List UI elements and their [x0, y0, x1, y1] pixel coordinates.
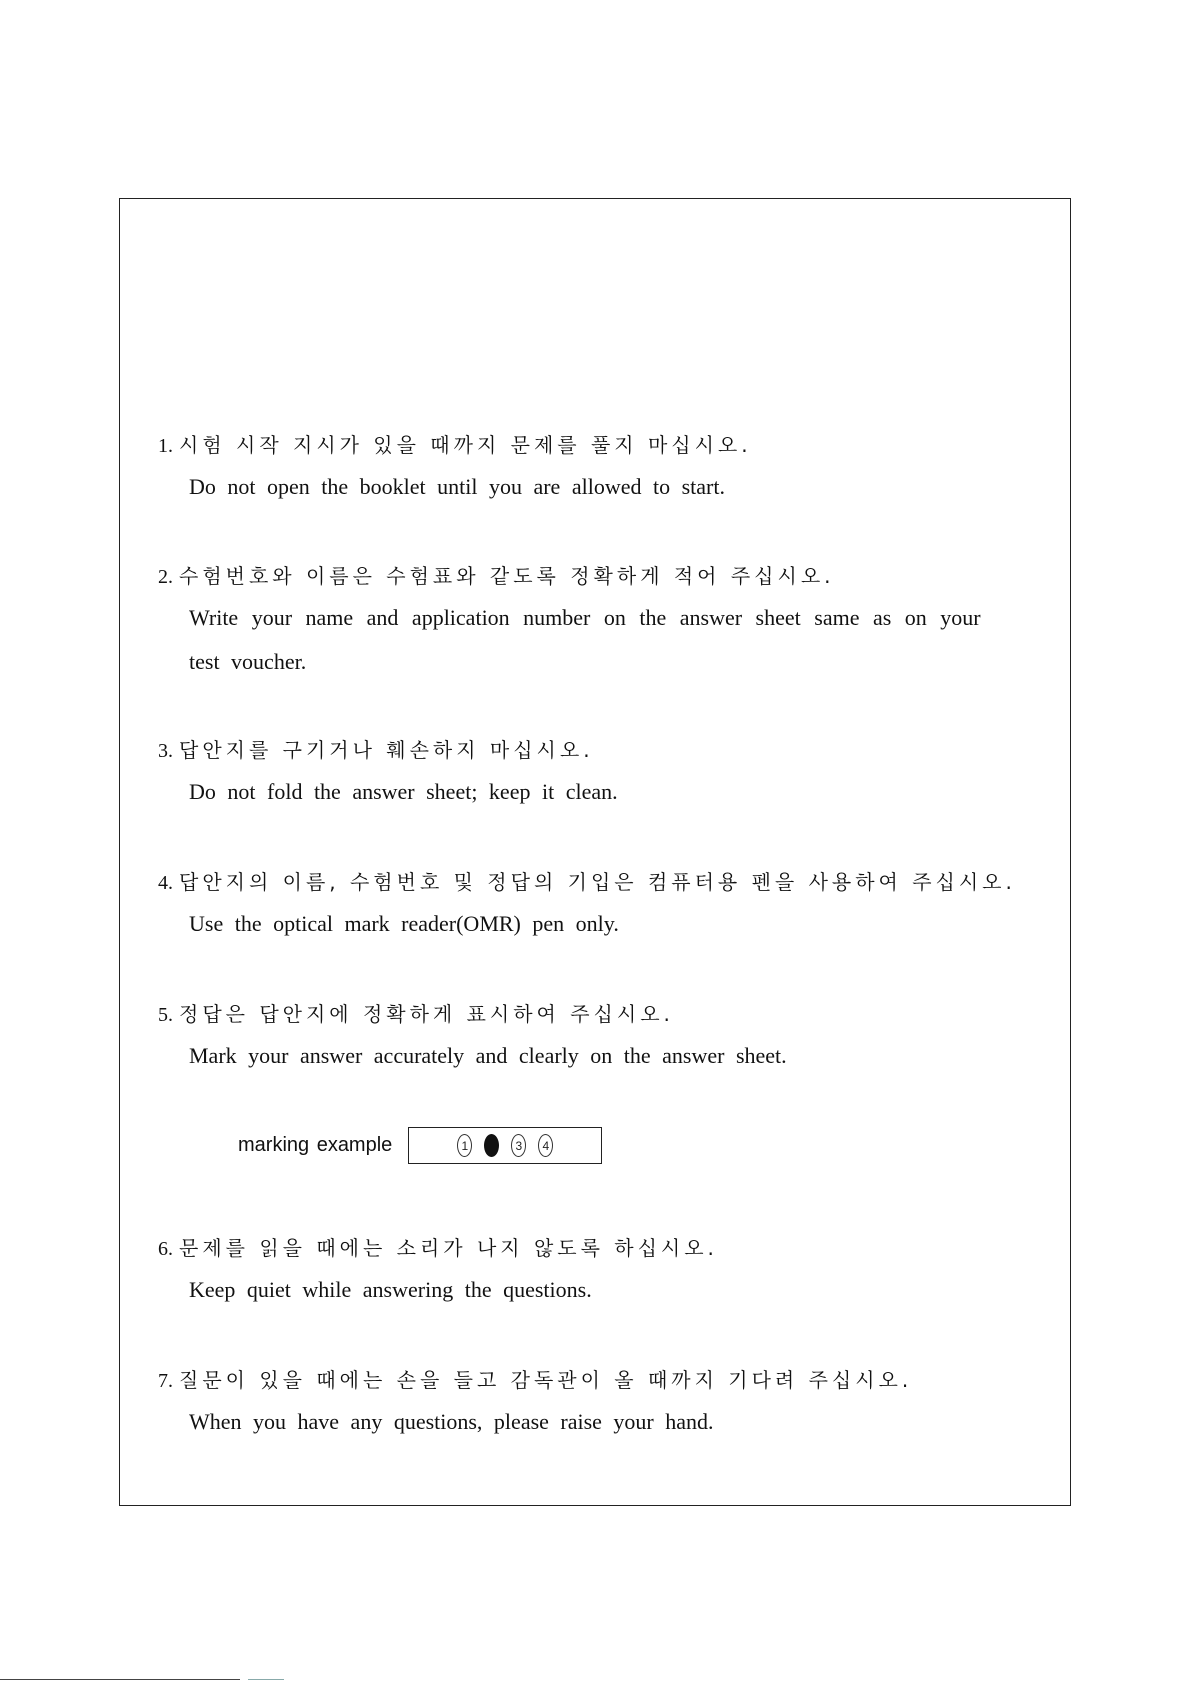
instruction-number: 2.: [158, 566, 173, 588]
instruction-number: 3.: [158, 740, 173, 762]
instruction-4: [158, 869, 1038, 946]
marking-example: [238, 1127, 602, 1164]
instruction-english: Do not fold the answer sheet; keep it clean.: [189, 779, 618, 804]
option-bubble-4: 4: [538, 1134, 553, 1157]
instruction-5: [158, 1001, 1038, 1078]
instruction-2: [158, 563, 1038, 684]
instruction-english: When you have any questions, please raise your hand.: [189, 1409, 714, 1434]
instruction-korean: 답안지의 이름, 수험번호 및 정답의 기입은 컴퓨터용 펜을 사용하여 주십시오.: [179, 870, 1016, 894]
instruction-english: Write your name and application number on the answer sheet same as on your: [189, 605, 981, 630]
instruction-1: [158, 432, 1038, 509]
instruction-english: Do not open the booklet until you are allowed to start.: [189, 474, 725, 499]
instruction-6: [158, 1235, 1038, 1312]
footer-rule-short: [248, 1679, 284, 1680]
option-bubble-2-filled: [484, 1134, 499, 1157]
instruction-english: Keep quiet while answering the questions.: [189, 1277, 592, 1302]
footer-rule: [0, 1679, 240, 1680]
instruction-number: 5.: [158, 1004, 173, 1026]
instruction-korean: 문제를 읽을 때에는 소리가 나지 않도록 하십시오.: [179, 1236, 718, 1260]
instruction-korean: 답안지를 구기거나 훼손하지 마십시오.: [179, 738, 594, 762]
marking-example-box: [408, 1127, 602, 1164]
instruction-7: [158, 1367, 1038, 1444]
instruction-3: [158, 737, 1038, 814]
option-bubble-3: 3: [511, 1134, 526, 1157]
instruction-english: Mark your answer accurately and clearly on the answer sheet.: [189, 1043, 787, 1068]
instruction-korean: 질문이 있을 때에는 손을 들고 감독관이 올 때까지 기다려 주십시오.: [179, 1368, 913, 1392]
instruction-korean: 시험 시작 지시가 있을 때까지 문제를 풀지 마십시오.: [179, 433, 752, 457]
instruction-number: 4.: [158, 872, 173, 894]
instruction-english-cont: test voucher.: [189, 649, 307, 674]
instruction-number: 7.: [158, 1370, 173, 1392]
option-bubble-1: 1: [457, 1134, 472, 1157]
marking-example-label: marking example: [238, 1134, 393, 1156]
instruction-number: 6.: [158, 1238, 173, 1260]
instruction-korean: 수험번호와 이름은 수험표와 같도록 정확하게 적어 주십시오.: [179, 564, 835, 588]
instruction-number: 1.: [158, 435, 173, 457]
instruction-korean: 정답은 답안지에 정확하게 표시하여 주십시오.: [179, 1002, 674, 1026]
instruction-english: Use the optical mark reader(OMR) pen only.: [189, 911, 619, 936]
